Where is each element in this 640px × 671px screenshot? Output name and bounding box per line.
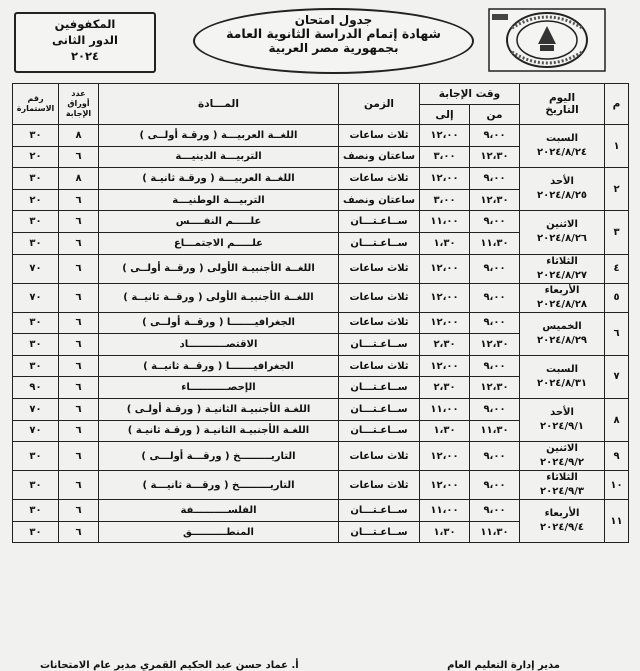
form-number-cell: ٣٠: [13, 355, 59, 377]
subject-cell: التاريـــــــــخ ( ورقـــة أولـــى ): [99, 442, 339, 471]
duration-cell: ســاعـتـــان: [339, 334, 420, 356]
col-header-answer-time: وقت الإجابة: [420, 84, 520, 105]
exam-date: ٢٠٢٤/٨/٢٩: [537, 334, 588, 346]
time-from-cell: ١١،٣٠: [470, 521, 520, 543]
time-from-cell: ١٢،٣٠: [470, 377, 520, 399]
exam-date: ٢٠٢٤/٩/٢: [540, 457, 584, 469]
time-to-cell: ١٢،٠٠: [420, 283, 470, 312]
day-name: الأحد: [550, 176, 574, 188]
time-to-cell: ١٢،٠٠: [420, 125, 470, 147]
duration-cell: ثلاث ساعات: [339, 254, 420, 283]
time-from-cell: ١٢،٣٠: [470, 146, 520, 168]
form-number-cell: ٢٠: [13, 146, 59, 168]
col-header-day-date: [520, 84, 605, 125]
time-to-cell: ١٢،٠٠: [420, 442, 470, 471]
exam-schedule-table: [12, 83, 629, 543]
day-name: الثلاثاء: [546, 472, 578, 484]
col-header-subject: المـــادة: [99, 84, 339, 125]
duration-cell: ثلاث ساعات: [339, 168, 420, 190]
row-number: ١١: [605, 500, 629, 543]
subject-cell: اللغــة الأجنبيـة الأولى ( ورقــة أولــى ): [99, 254, 339, 283]
time-to-cell: ١٢،٠٠: [420, 168, 470, 190]
title-oval: [193, 8, 474, 74]
subject-cell: اللغـة الأجنبيـة الثانيـة ( ورقـة أولـى ): [99, 398, 339, 420]
papers-count-cell: ٦: [59, 283, 99, 312]
duration-cell: ســاعـتـــان: [339, 232, 420, 254]
form-number-cell: ٧٠: [13, 283, 59, 312]
year-label: ٢٠٢٤: [70, 49, 100, 63]
table-row: [13, 471, 629, 500]
col-header-duration: الزمن: [339, 84, 420, 125]
table-row: [13, 125, 629, 147]
day-name: الثلاثاء: [546, 255, 578, 267]
papers-count-cell: ٦: [59, 254, 99, 283]
time-to-cell: ١٢،٠٠: [420, 312, 470, 334]
day-name: السبت: [546, 363, 579, 375]
papers-count-cell: ٦: [59, 500, 99, 522]
exam-date: ٢٠٢٤/٩/٣: [540, 486, 584, 498]
day-date-cell: [520, 471, 605, 500]
round-label: الدور الثانى: [52, 33, 118, 47]
papers-count-cell: ٦: [59, 377, 99, 399]
time-to-cell: ١٢،٠٠: [420, 471, 470, 500]
day-name: الاثنين: [546, 219, 578, 231]
subject-cell: اللغــة العربيـــة ( ورقـة أولــى ): [99, 125, 339, 147]
time-from-cell: ١٢،٣٠: [470, 334, 520, 356]
table-row: [13, 398, 629, 420]
subject-cell: الجغرافيـــــــا ( ورقــة أولــى ): [99, 312, 339, 334]
form-number-cell: ٣٠: [13, 471, 59, 500]
row-number: ٧: [605, 355, 629, 398]
time-from-cell: ٩،٠٠: [470, 442, 520, 471]
time-to-cell: ١،٣٠: [420, 420, 470, 442]
subject-cell: التاريـــــــــخ ( ورقـــة ثانيـــة ): [99, 471, 339, 500]
day-date-cell: [520, 125, 605, 168]
day-date-cell: [520, 355, 605, 398]
form-number-cell: ٣٠: [13, 334, 59, 356]
col-header-num: م: [605, 84, 629, 125]
time-from-cell: ٩،٠٠: [470, 125, 520, 147]
col-header-to: إلى: [420, 105, 470, 125]
form-number-cell: ٣٠: [13, 312, 59, 334]
time-to-cell: ١،٣٠: [420, 232, 470, 254]
duration-cell: ســاعـتـــان: [339, 211, 420, 233]
time-from-cell: ٩،٠٠: [470, 283, 520, 312]
row-number: ٨: [605, 398, 629, 441]
papers-count-cell: ٨: [59, 168, 99, 190]
form-number-cell: ٣٠: [13, 211, 59, 233]
footer-right-signature: مدير إدارة التعليم العام: [447, 660, 560, 671]
time-from-cell: ٩،٠٠: [470, 254, 520, 283]
form-number-cell: ٧٠: [13, 420, 59, 442]
form-number-cell: ٣٠: [13, 521, 59, 543]
time-from-cell: ٩،٠٠: [470, 312, 520, 334]
time-from-cell: ٩،٠٠: [470, 355, 520, 377]
time-to-cell: ٢،٣٠: [420, 377, 470, 399]
day-name: السبت: [546, 133, 579, 145]
exam-date: ٢٠٢٤/٨/٢٧: [537, 269, 588, 281]
row-number: ٦: [605, 312, 629, 355]
subject-cell: علـــــم الاجتمـــاع: [99, 232, 339, 254]
time-to-cell: ١٢،٠٠: [420, 355, 470, 377]
day-name: الاثنين: [546, 443, 578, 455]
time-from-cell: ١١،٣٠: [470, 420, 520, 442]
day-date-cell: [520, 168, 605, 211]
subject-cell: التربيـــة الوطنيـــة: [99, 189, 339, 211]
time-to-cell: ١١،٠٠: [420, 398, 470, 420]
row-number: ٤: [605, 254, 629, 283]
form-number-cell: ٢٠: [13, 189, 59, 211]
time-from-cell: ١٢،٣٠: [470, 189, 520, 211]
form-number-cell: ٧٠: [13, 254, 59, 283]
table-row: [13, 442, 629, 471]
papers-count-cell: ٦: [59, 232, 99, 254]
subject-cell: المنطــــــــــق: [99, 521, 339, 543]
exam-session-box: [14, 12, 156, 73]
papers-count-cell: ٦: [59, 146, 99, 168]
time-from-cell: ١١،٣٠: [470, 232, 520, 254]
day-name: الخميس: [542, 320, 582, 332]
duration-cell: ســاعـتـــان: [339, 398, 420, 420]
papers-count-cell: ٦: [59, 355, 99, 377]
row-number: ٢: [605, 168, 629, 211]
subject-cell: اللغــة الأجنبيـة الأولى ( ورقــة ثانيــة ): [99, 283, 339, 312]
col-header-papers-text: عدد أوراق الإجابة: [65, 89, 92, 118]
day-date-cell: [520, 398, 605, 441]
row-number: ٣: [605, 211, 629, 254]
papers-count-cell: ٦: [59, 398, 99, 420]
subject-cell: الإحصـــــــــــاء: [99, 377, 339, 399]
duration-cell: ثلاث ساعات: [339, 442, 420, 471]
duration-cell: ثلاث ساعات: [339, 471, 420, 500]
subject-cell: اللغـة الأجنبيـة الثانيـة ( ورقـة ثانيـة ): [99, 420, 339, 442]
subject-cell: علـــــم النفــــس: [99, 211, 339, 233]
time-from-cell: ٩،٠٠: [470, 398, 520, 420]
day-name: الأربعاء: [544, 508, 580, 520]
day-date-cell: [520, 211, 605, 254]
table-row: [13, 312, 629, 334]
exam-date: ٢٠٢٤/٨/٣١: [537, 377, 588, 389]
duration-cell: ثلاث ساعات: [339, 355, 420, 377]
exam-date: ٢٠٢٤/٨/٢٦: [537, 233, 588, 245]
table-row: [13, 168, 629, 190]
duration-cell: ســاعـتـــان: [339, 420, 420, 442]
row-number: ٥: [605, 283, 629, 312]
footer-left-signature: أ. عماد حسن عبد الحكيم القمري مدير عام الامتحانات: [40, 660, 299, 671]
ministry-seal-logo: [488, 8, 606, 72]
papers-count-cell: ٦: [59, 471, 99, 500]
papers-count-cell: ٦: [59, 334, 99, 356]
day-name: الأحد: [550, 407, 574, 419]
exam-date: ٢٠٢٤/٨/٢٤: [537, 147, 588, 159]
papers-count-cell: ٦: [59, 521, 99, 543]
exam-date: ٢٠٢٤/٩/١: [540, 421, 584, 433]
col-header-from: من: [470, 105, 520, 125]
col-header-papers: [59, 84, 99, 125]
papers-count-cell: ٦: [59, 312, 99, 334]
form-number-cell: ٣٠: [13, 442, 59, 471]
papers-count-cell: ٦: [59, 189, 99, 211]
time-to-cell: ١١،٠٠: [420, 500, 470, 522]
day-date-cell: [520, 312, 605, 355]
exam-date: ٢٠٢٤/٨/٢٥: [537, 190, 588, 202]
row-number: ١٠: [605, 471, 629, 500]
duration-cell: ســاعـتـــان: [339, 521, 420, 543]
subject-cell: التربيـــة الدينيـــة: [99, 146, 339, 168]
time-to-cell: ١٢،٠٠: [420, 254, 470, 283]
duration-cell: ثلاث ساعات: [339, 283, 420, 312]
papers-count-cell: ٦: [59, 442, 99, 471]
papers-count-cell: ٨: [59, 125, 99, 147]
day-date-cell: [520, 254, 605, 283]
col-header-form-text: رقم الاستمارة: [16, 94, 55, 113]
day-name: الأربعاء: [544, 284, 580, 296]
time-to-cell: ٣،٠٠: [420, 189, 470, 211]
papers-count-cell: ٦: [59, 211, 99, 233]
time-from-cell: ٩،٠٠: [470, 471, 520, 500]
time-to-cell: ٣،٠٠: [420, 146, 470, 168]
day-date-cell: [520, 500, 605, 543]
col-header-day: اليوم: [548, 92, 576, 104]
duration-cell: ساعتان ونصف: [339, 189, 420, 211]
row-number: ١: [605, 125, 629, 168]
duration-cell: ساعتان ونصف: [339, 146, 420, 168]
title-line-3: بجمهورية مصر العربية: [268, 41, 399, 55]
time-to-cell: ٢،٣٠: [420, 334, 470, 356]
subject-cell: الفلســــــــــفة: [99, 500, 339, 522]
form-number-cell: ٣٠: [13, 500, 59, 522]
day-date-cell: [520, 442, 605, 471]
duration-cell: ثلاث ساعات: [339, 125, 420, 147]
form-number-cell: ٣٠: [13, 232, 59, 254]
form-number-cell: ٣٠: [13, 125, 59, 147]
exam-date: ٢٠٢٤/٨/٢٨: [537, 298, 588, 310]
row-number: ٩: [605, 442, 629, 471]
duration-cell: ثلاث ساعات: [339, 312, 420, 334]
exam-date: ٢٠٢٤/٩/٤: [540, 522, 584, 534]
subject-cell: الجغرافيـــــــا ( ورقــة ثانيــة ): [99, 355, 339, 377]
title-line-2: شهادة إتمام الدراسة الثانوية العامة: [226, 26, 441, 41]
subject-cell: الاقتصـــــــــــاد: [99, 334, 339, 356]
table-row: [13, 283, 629, 312]
form-number-cell: ٩٠: [13, 377, 59, 399]
time-to-cell: ١١،٠٠: [420, 211, 470, 233]
table-row: [13, 355, 629, 377]
col-header-date: التاريخ: [545, 104, 579, 116]
col-header-form: [13, 84, 59, 125]
duration-cell: ســاعـتـــان: [339, 377, 420, 399]
form-number-cell: ٧٠: [13, 398, 59, 420]
table-row: [13, 254, 629, 283]
form-number-cell: ٣٠: [13, 168, 59, 190]
time-from-cell: ٩،٠٠: [470, 168, 520, 190]
duration-cell: ســاعـتـــان: [339, 500, 420, 522]
subject-cell: اللغــة العربيـــة ( ورقـة ثانيـة ): [99, 168, 339, 190]
time-from-cell: ٩،٠٠: [470, 500, 520, 522]
time-to-cell: ١،٣٠: [420, 521, 470, 543]
day-date-cell: [520, 283, 605, 312]
table-row: [13, 500, 629, 522]
table-row: [13, 211, 629, 233]
papers-count-cell: ٦: [59, 420, 99, 442]
time-from-cell: ٩،٠٠: [470, 211, 520, 233]
title-line-1: جدول امتحان: [294, 13, 373, 27]
category-label: المكفوفين: [54, 17, 116, 31]
